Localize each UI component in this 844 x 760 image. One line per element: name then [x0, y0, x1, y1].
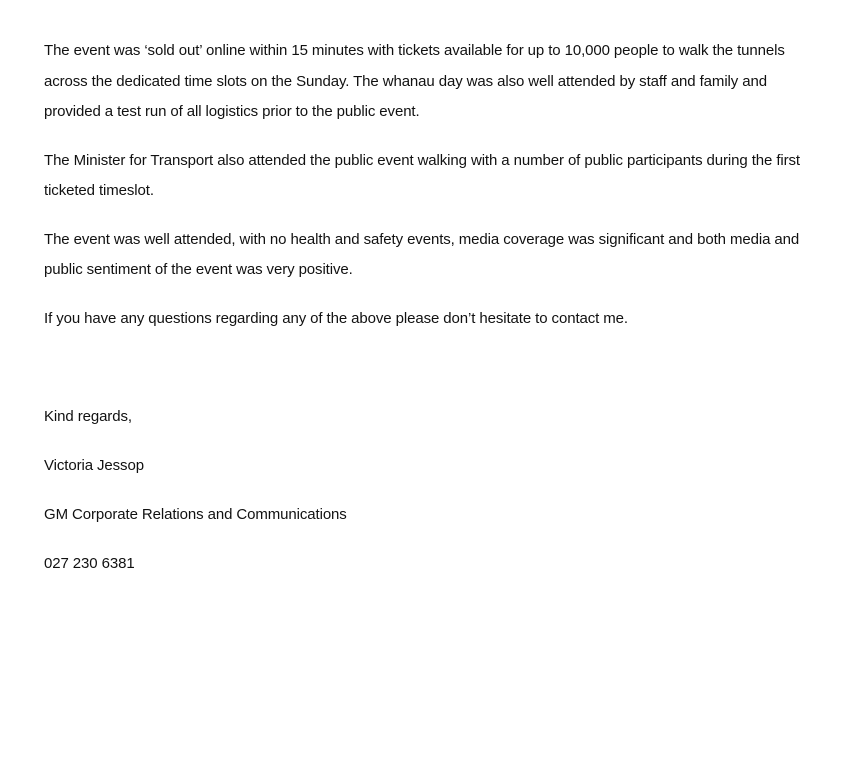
signature-title: GM Corporate Relations and Communications	[44, 506, 347, 523]
signature-closing: Kind regards,	[44, 408, 132, 425]
paragraph-well-attended: The event was well attended, with no health and safety events, media coverage was significant and both media and public sentiment of the event was very positive.	[44, 230, 800, 278]
paragraph-event-sold-out: The event was ‘sold out’ online within 15 minutes with tickets available for up to 10,000 people to walk the tunnels across the dedicated time slots on the Sunday. The whanau day was also well attended by staff and family and provided a test run of all logistics prior to the public event.	[44, 42, 785, 120]
paragraph-contact: If you have any questions regarding any of the above please don’t hesitate to contact me.	[44, 309, 628, 327]
signature-block	[44, 402, 814, 580]
signature-name: Victoria Jessop	[44, 457, 144, 474]
document-body	[44, 36, 814, 598]
signature-phone: 027 230 6381	[44, 555, 135, 572]
paragraph-minister-attended: The Minister for Transport also attended the public event walking with a number of public participants during the first ticketed timeslot.	[44, 151, 801, 199]
